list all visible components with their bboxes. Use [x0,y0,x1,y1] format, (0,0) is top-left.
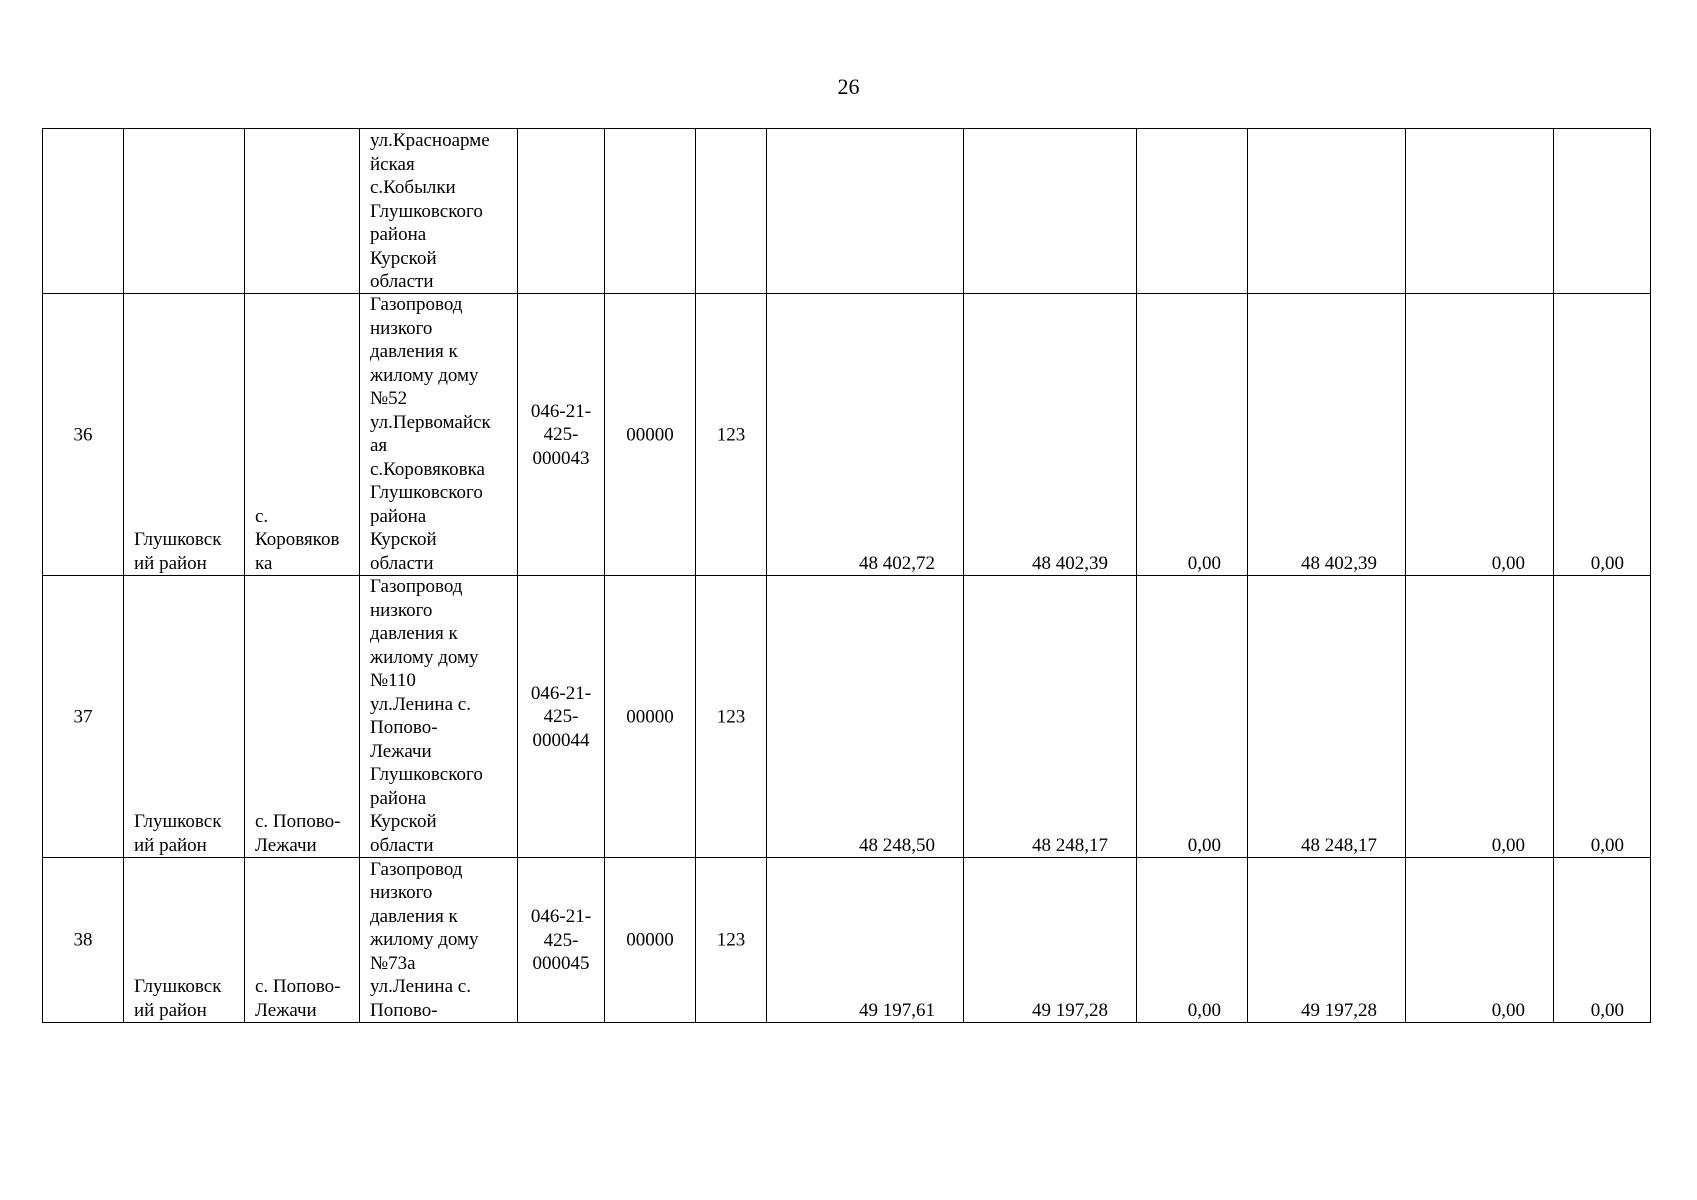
value-cell: 48 402,39 [1248,294,1406,576]
cadastral-code-cell: 046-21- 425- 000044 [518,576,605,858]
table-row [43,858,1651,1023]
settlement-cell: с. Попово- Лежачи [245,576,360,858]
type-code-cell [696,129,767,294]
row-number-cell [43,129,124,294]
settlement-cell [245,129,360,294]
district-cell: Глушковск ий район [124,858,245,1023]
value-cell: 48 248,17 [964,576,1137,858]
code-cell: 00000 [605,576,696,858]
cadastral-code-cell: 046-21- 425- 000045 [518,858,605,1023]
district-cell: Глушковск ий район [124,294,245,576]
value-cell [964,129,1137,294]
value-cell: 0,00 [1406,858,1554,1023]
table-row [43,294,1651,576]
value-cell: 48 248,17 [1248,576,1406,858]
description-cell: Газопровод низкого давления к жилому дому №110 ул.Ленина с. Попово- Лежачи Глушковского района Курской области [360,576,518,858]
value-cell: 0,00 [1137,294,1248,576]
row-number-cell: 37 [43,576,124,858]
value-cell: 49 197,28 [1248,858,1406,1023]
type-code-cell: 123 [696,576,767,858]
description-cell: Газопровод низкого давления к жилому дому №52 ул.Первомайск ая с.Коровяковка Глушковского района Курской области [360,294,518,576]
value-cell [1137,129,1248,294]
district-cell [124,129,245,294]
code-cell: 00000 [605,294,696,576]
description-cell: Газопровод низкого давления к жилому дому №73а ул.Ленина с. Попово- [360,858,518,1023]
value-cell: 49 197,61 [767,858,964,1023]
value-cell: 0,00 [1406,294,1554,576]
cadastral-code-cell [518,129,605,294]
value-cell: 48 248,50 [767,576,964,858]
value-cell [1406,129,1554,294]
value-cell: 48 402,39 [964,294,1137,576]
district-cell: Глушковск ий район [124,576,245,858]
page-number: 26 [837,74,860,99]
settlement-cell: с. Коровяков ка [245,294,360,576]
value-cell: 49 197,28 [964,858,1137,1023]
description-cell: ул.Красноарме йская с.Кобылки Глушковского района Курской области [360,129,518,294]
value-cell: 48 402,72 [767,294,964,576]
registry-table [42,128,1651,1023]
table-row [43,129,1651,294]
value-cell: 0,00 [1554,858,1651,1023]
value-cell: 0,00 [1137,576,1248,858]
table-row [43,576,1651,858]
row-number-cell: 36 [43,294,124,576]
value-cell: 0,00 [1406,576,1554,858]
cadastral-code-cell: 046-21- 425- 000043 [518,294,605,576]
code-cell [605,129,696,294]
value-cell [1248,129,1406,294]
value-cell [767,129,964,294]
type-code-cell: 123 [696,294,767,576]
code-cell: 00000 [605,858,696,1023]
value-cell: 0,00 [1137,858,1248,1023]
type-code-cell: 123 [696,858,767,1023]
row-number-cell: 38 [43,858,124,1023]
value-cell [1554,129,1651,294]
settlement-cell: с. Попово- Лежачи [245,858,360,1023]
value-cell: 0,00 [1554,576,1651,858]
value-cell: 0,00 [1554,294,1651,576]
